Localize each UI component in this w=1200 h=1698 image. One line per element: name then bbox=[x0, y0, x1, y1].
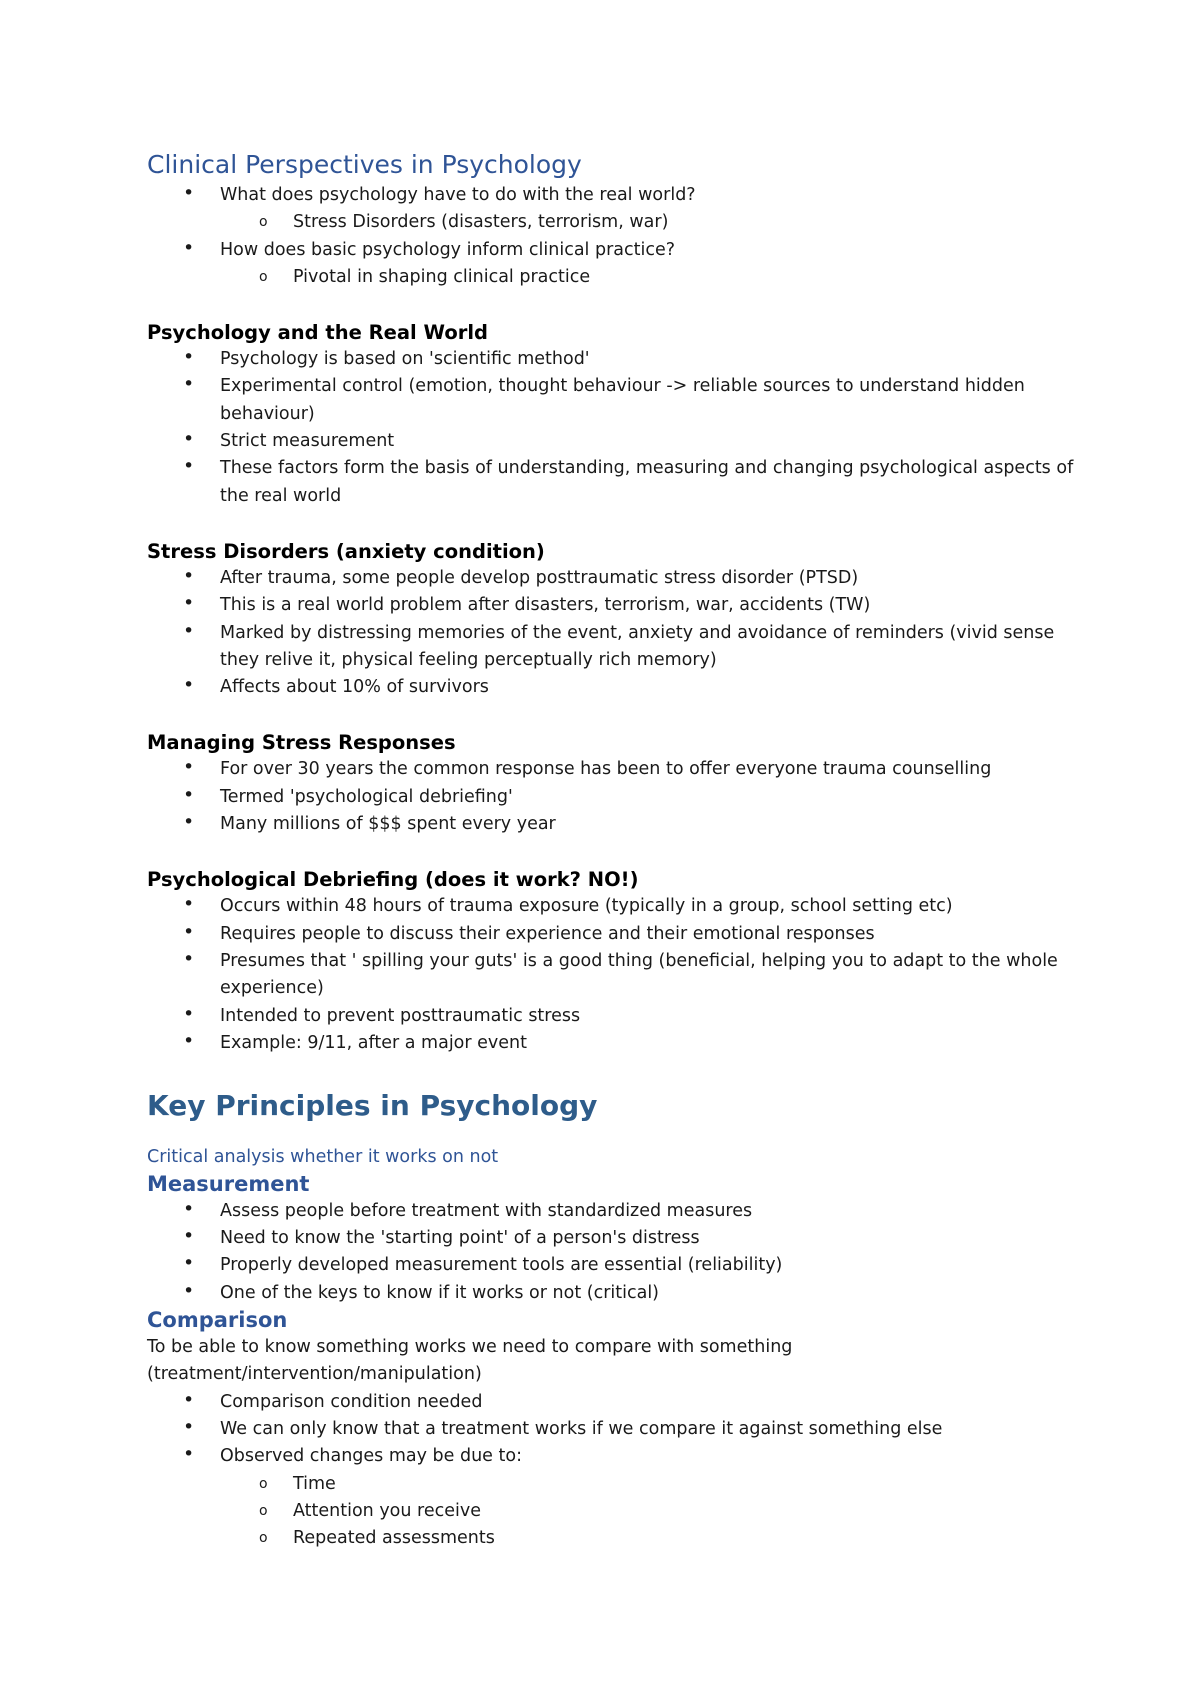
list-item: • Many millions of $$$ spent every year bbox=[147, 811, 1080, 838]
list-item: • Comparison condition needed bbox=[147, 1389, 1080, 1416]
list-item: • This is a real world problem after disasters, terrorism, war, accidents (TW) bbox=[147, 592, 1080, 619]
list-item: • Intended to prevent posttraumatic stress bbox=[147, 1003, 1080, 1030]
heading-comparison: Comparison bbox=[147, 1308, 288, 1333]
sub-list bbox=[220, 209, 1080, 236]
list-item-text: Observed changes may be due to: bbox=[220, 1446, 522, 1467]
heading-clinical-perspectives: Clinical Perspectives in Psychology bbox=[147, 150, 582, 179]
comparison-intro: To be able to know something works we need to compare with something (treatment/intervention/manipulation) bbox=[147, 1337, 793, 1385]
list-item: • Assess people before treatment with standardized measures bbox=[147, 1198, 1080, 1225]
list-clinical-perspectives bbox=[147, 182, 1080, 291]
list-item: • Affects about 10% of survivors bbox=[147, 674, 1080, 701]
heading-measurement: Measurement bbox=[147, 1171, 310, 1196]
list-item-text: How does basic psychology inform clinical practice? bbox=[220, 239, 676, 260]
heading-psychological-debriefing: Psychological Debriefing (does it work? NO!) bbox=[147, 868, 639, 892]
heading-managing-stress: Managing Stress Responses bbox=[147, 731, 456, 755]
sub-list-item: o Attention you receive bbox=[147, 1498, 1080, 1525]
list-item: • Example: 9/11, after a major event bbox=[147, 1030, 1080, 1057]
list-item: • For over 30 years the common response has been to offer everyone trauma counselling bbox=[147, 756, 1080, 783]
list-item: • Marked by distressing memories of the event, anxiety and avoidance of reminders (vivid sense they relive it, physical feeling perceptually rich memory) bbox=[147, 620, 1080, 675]
list-stress-disorders bbox=[147, 565, 1080, 701]
list-item: • Psychology is based on 'scientific method' bbox=[147, 346, 1080, 373]
list-item: • We can only know that a treatment works if we compare it against something else bbox=[147, 1416, 1080, 1443]
list-item: • One of the keys to know if it works or not (critical) bbox=[147, 1280, 1080, 1307]
list-item bbox=[147, 1443, 1080, 1552]
list-item: • These factors form the basis of understanding, measuring and changing psychological aspects of the real world bbox=[147, 455, 1080, 510]
list-item: • Experimental control (emotion, thought behaviour -> reliable sources to understand hidden behaviour) bbox=[147, 373, 1080, 428]
heading-stress-disorders: Stress Disorders (anxiety condition) bbox=[147, 539, 545, 563]
list-comparison bbox=[147, 1389, 1080, 1553]
sub-list bbox=[220, 1471, 1080, 1553]
list-measurement bbox=[147, 1198, 1080, 1307]
list-item-text: What does psychology have to do with the real world? bbox=[220, 185, 696, 205]
list-item: • Strict measurement bbox=[147, 428, 1080, 455]
list-item: • Presumes that ' spilling your guts' is a good thing (beneficial, helping you to adapt to the whole experience) bbox=[147, 948, 1080, 1003]
list-item: • Properly developed measurement tools are essential (reliability) bbox=[147, 1252, 1080, 1279]
list-psychology-real-world bbox=[147, 346, 1080, 510]
list-item: • Termed 'psychological debriefing' bbox=[147, 784, 1080, 811]
list-item: • After trauma, some people develop posttraumatic stress disorder (PTSD) bbox=[147, 565, 1080, 592]
heading-psychology-real-world: Psychology and the Real World bbox=[147, 321, 488, 345]
list-managing-stress bbox=[147, 756, 1080, 838]
sub-list-item: o Repeated assessments bbox=[147, 1525, 1080, 1552]
sub-list-item: o Stress Disorders (disasters, terrorism, war) bbox=[147, 209, 1080, 236]
list-item bbox=[147, 237, 1080, 292]
list-item bbox=[147, 182, 1080, 237]
heading-key-principles: Key Principles in Psychology bbox=[147, 1089, 598, 1123]
sub-list bbox=[220, 264, 1080, 291]
list-psychological-debriefing bbox=[147, 893, 1080, 1057]
sub-list-item: o Pivotal in shaping clinical practice bbox=[147, 264, 1080, 291]
sub-list-item: o Time bbox=[147, 1471, 1080, 1498]
list-item: • Occurs within 48 hours of trauma exposure (typically in a group, school setting etc) bbox=[147, 893, 1080, 920]
list-item: • Need to know the 'starting point' of a person's distress bbox=[147, 1225, 1080, 1252]
subtitle-critical-analysis: Critical analysis whether it works on not bbox=[147, 1146, 499, 1167]
list-item: • Requires people to discuss their experience and their emotional responses bbox=[147, 921, 1080, 948]
